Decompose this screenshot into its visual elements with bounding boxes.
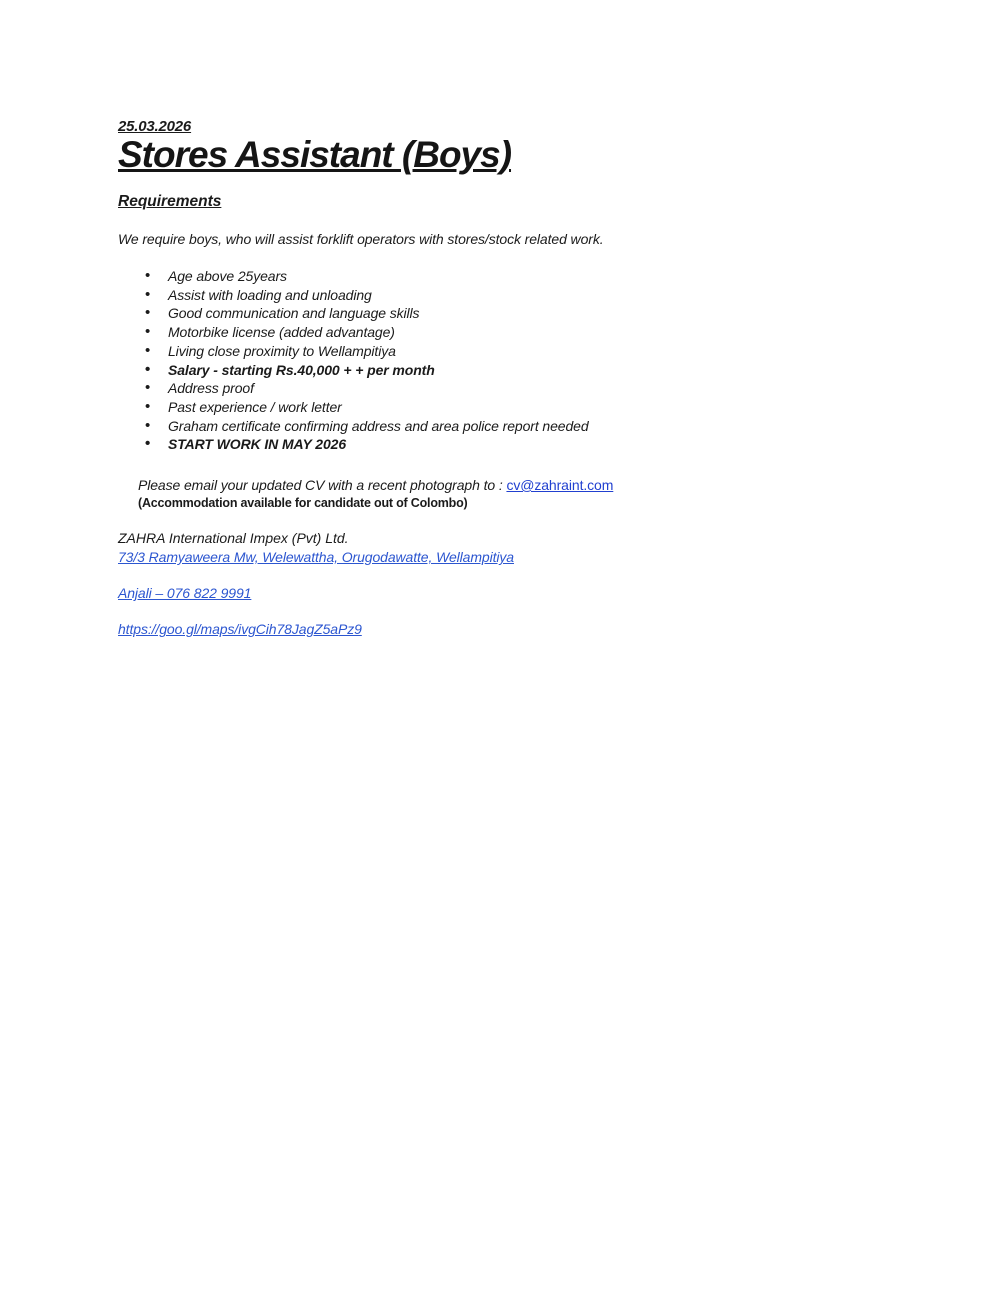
apply-text: Please email your updated CV with a recent photograph to : xyxy=(138,477,507,494)
list-item xyxy=(118,323,940,342)
requirements-heading: Requirements xyxy=(118,193,222,210)
intro-text: We require boys, who will assist forklift operators with stores/stock related work. xyxy=(118,231,604,247)
requirement-text: Assist with loading and unloading xyxy=(168,286,372,303)
list-item xyxy=(118,304,940,323)
email-link[interactable]: cv@zahraint.com xyxy=(506,477,614,494)
maps-url-link[interactable]: https://goo.gl/maps/ivgCih78JagZ5aPz9 xyxy=(118,621,362,638)
apply-instruction xyxy=(118,476,940,495)
list-item xyxy=(118,398,940,417)
list-item xyxy=(118,267,940,286)
list-item xyxy=(118,379,940,398)
list-item xyxy=(118,435,940,454)
requirement-text: START WORK IN MAY 2026 xyxy=(168,436,347,453)
list-item xyxy=(118,342,940,361)
requirement-text: Good communication and language skills xyxy=(168,305,420,322)
address-link[interactable]: 73/3 Ramyaweera Mw, Welewattha, Orugodawatte, Wellampitiya xyxy=(118,549,514,566)
list-item xyxy=(118,361,940,380)
requirement-text: Living close proximity to Wellampitiya xyxy=(168,342,396,359)
accommodation-note: (Accommodation available for candidate out of Colombo) xyxy=(138,496,468,511)
requirement-text: Address proof xyxy=(168,380,254,397)
company-name: ZAHRA International Impex (Pvt) Ltd. xyxy=(118,530,349,547)
requirement-text: Age above 25years xyxy=(168,268,287,284)
list-item xyxy=(118,286,940,305)
posting-date: 25.03.2026 xyxy=(118,118,192,135)
requirement-text: Graham certificate confirming address and area police report needed xyxy=(168,417,589,434)
map-line xyxy=(118,620,940,639)
contact-line xyxy=(118,584,940,603)
page-title: Stores Assistant (Boys) xyxy=(118,134,512,175)
phone-contact-link[interactable]: Anjali – 076 822 9991 xyxy=(118,585,252,602)
list-item xyxy=(118,417,940,436)
requirement-text: Past experience / work letter xyxy=(168,398,342,415)
company-address-line xyxy=(118,548,940,567)
requirements-list xyxy=(118,267,940,454)
requirement-text: Motorbike license (added advantage) xyxy=(168,324,395,341)
job-ad-document xyxy=(0,0,1000,639)
requirement-text: Salary - starting Rs.40,000 + + per month xyxy=(168,361,435,378)
